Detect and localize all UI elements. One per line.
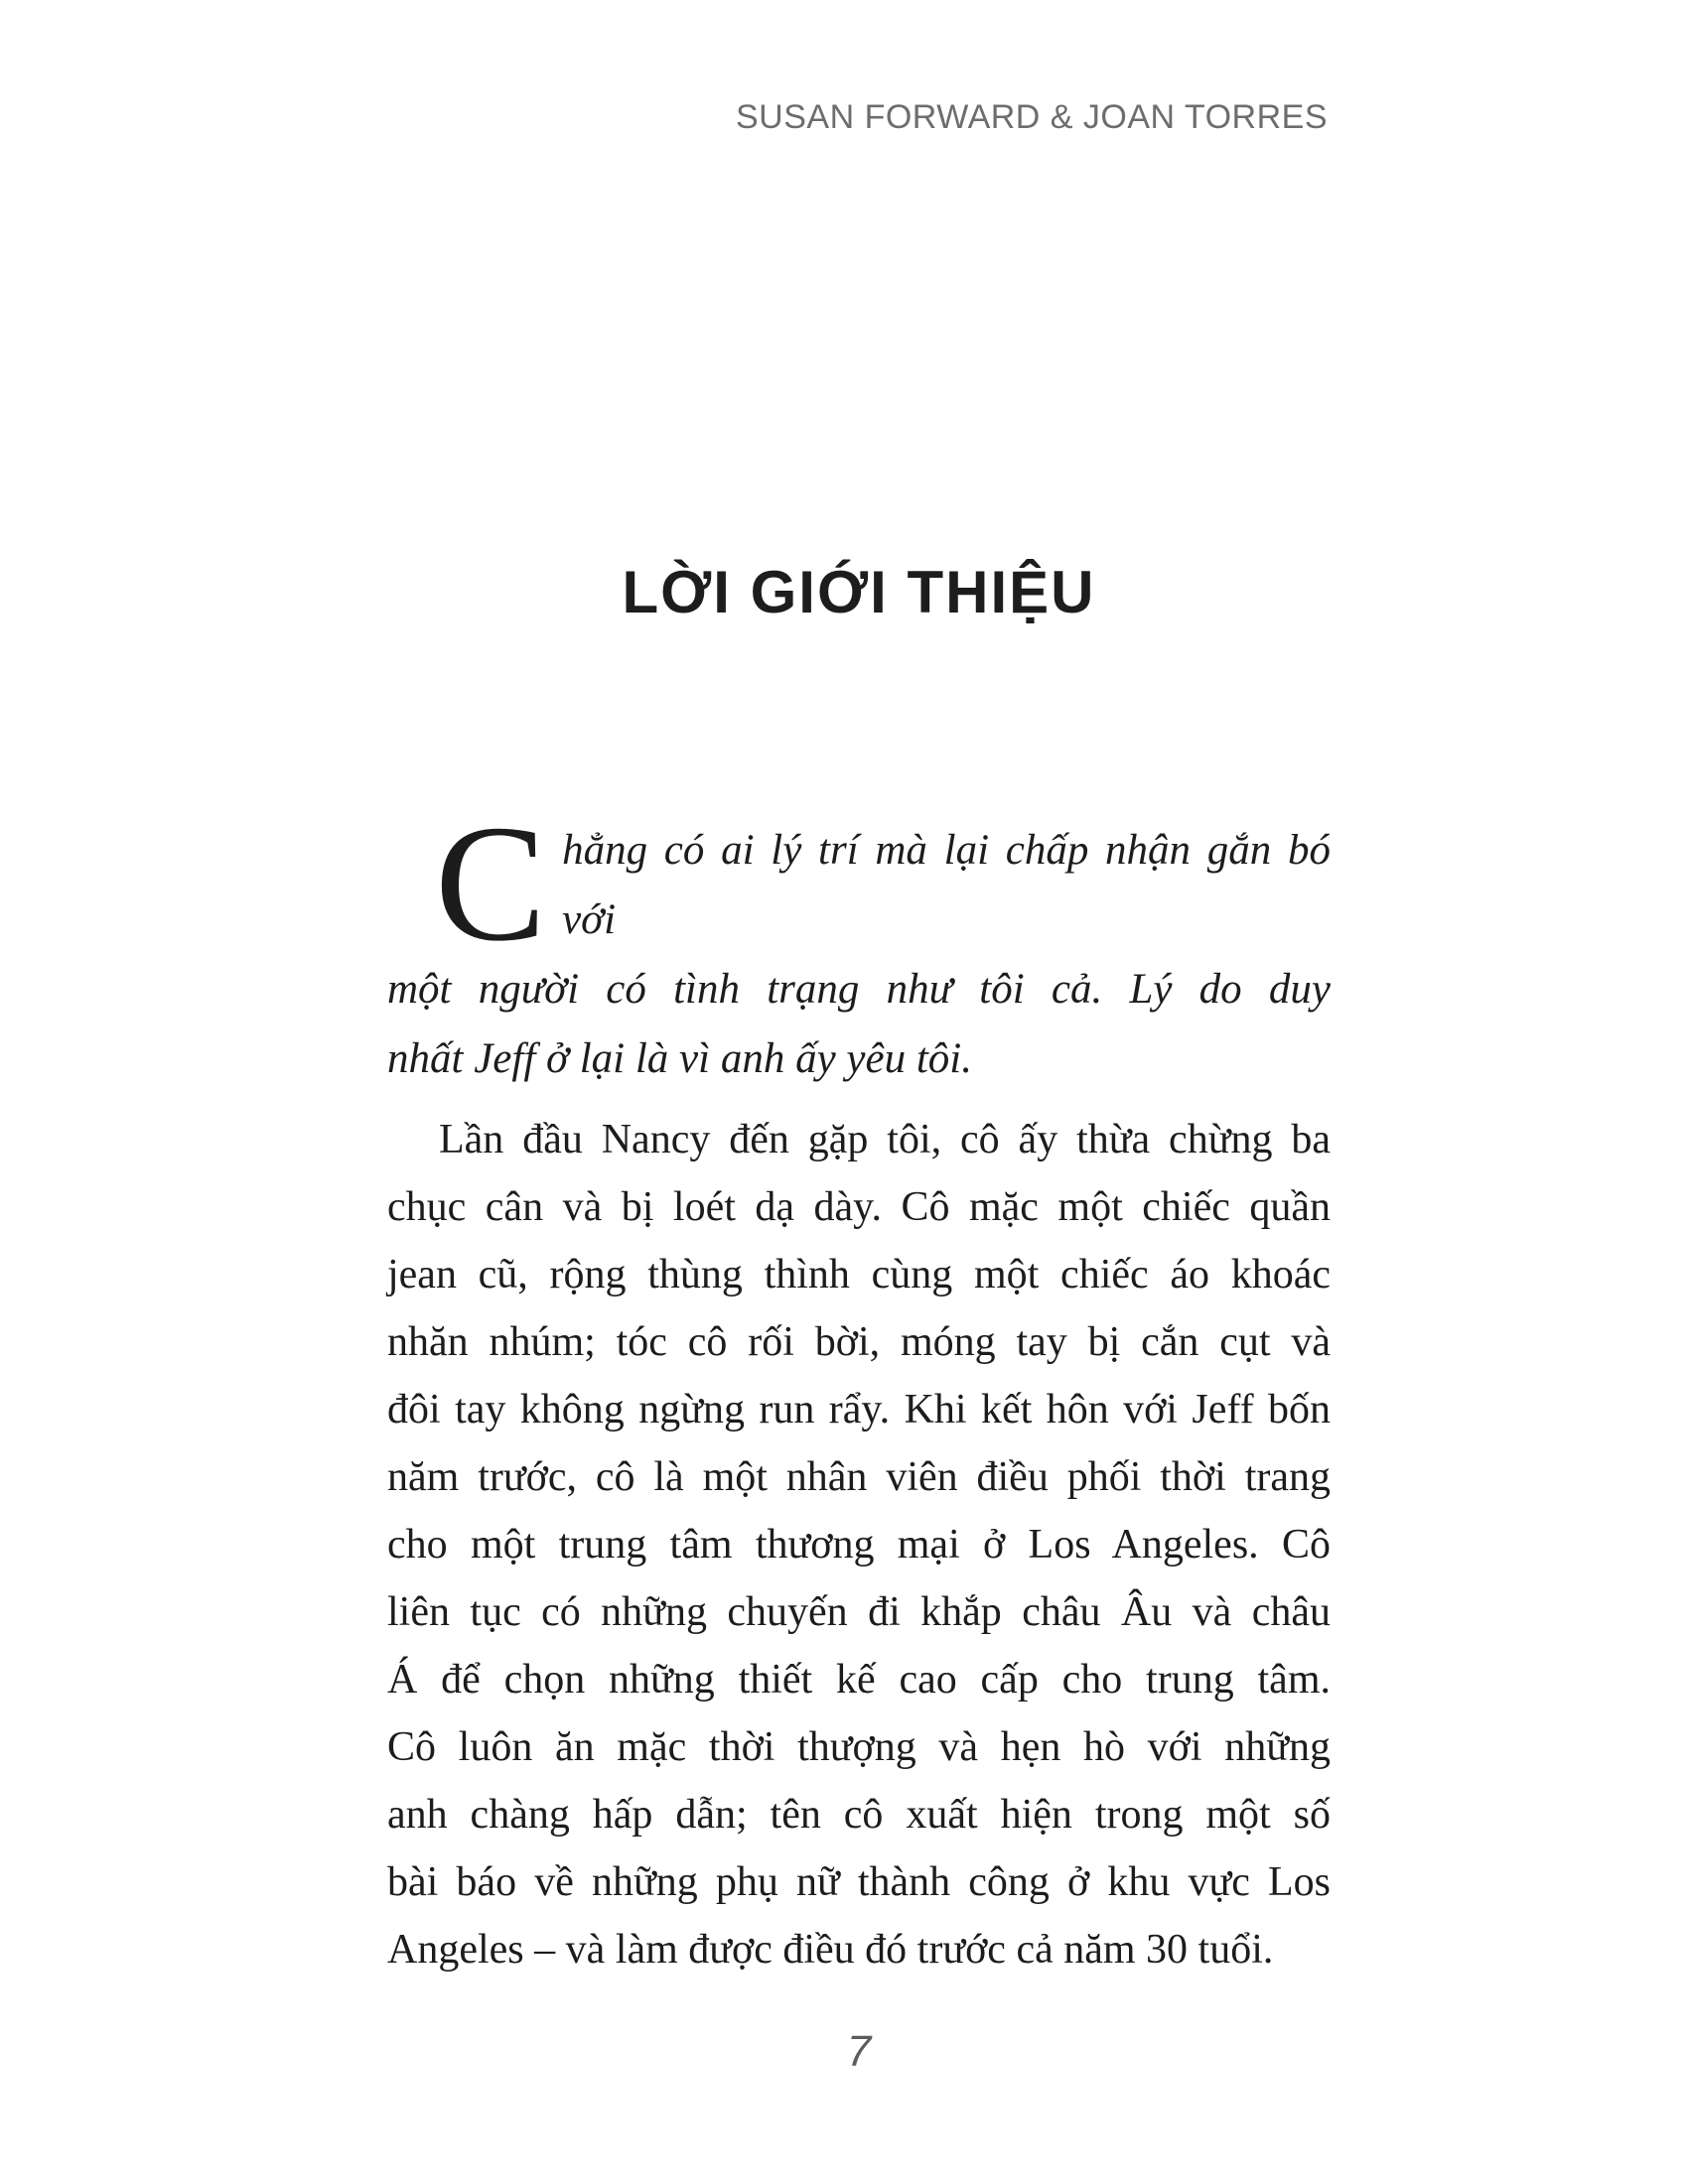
opening-quote: [387, 791, 1331, 1094]
chapter-title: LỜI GIỚI THIỆU: [622, 559, 1096, 626]
quote-line: hẳng có ai lý trí mà lại chấp nhận gắn bó với: [562, 827, 1331, 943]
body-line: Lần đầu Nancy đến gặp tôi, cô ấy thừa chừng ba: [439, 1117, 1331, 1162]
body-line: Angeles – và làm được điều đó trước cả năm 30 tuổi.: [387, 1927, 1274, 1973]
body-line: cho một trung tâm thương mại ở Los Angeles. Cô: [387, 1522, 1331, 1568]
body-line: đôi tay không ngừng run rẩy. Khi kết hôn với Jeff bốn: [387, 1387, 1331, 1433]
drop-cap: C: [435, 791, 547, 976]
body-line: Cô luôn ăn mặc thời thượng và hẹn hò với những: [387, 1724, 1331, 1770]
body-line: năm trước, cô là một nhân viên điều phối thời trang: [387, 1454, 1331, 1500]
body-line: jean cũ, rộng thùng thình cùng một chiếc áo khoác: [387, 1252, 1331, 1297]
page-number: 7: [846, 2027, 872, 2076]
body-line: anh chàng hấp dẫn; tên cô xuất hiện trong một số: [387, 1792, 1331, 1838]
running-header: SUSAN FORWARD & JOAN TORRES: [736, 98, 1328, 136]
body-line: Á để chọn những thiết kế cao cấp cho trung tâm.: [387, 1657, 1331, 1703]
text-column: [387, 791, 1331, 1983]
body-line: nhăn nhúm; tóc cô rối bời, móng tay bị cắn cụt và: [387, 1319, 1331, 1365]
quote-line: một người có tình trạng như tôi cả. Lý do duy: [387, 966, 1331, 1013]
body-line: chục cân và bị loét dạ dày. Cô mặc một chiếc quần: [387, 1184, 1331, 1230]
quote-line: nhất Jeff ở lại là vì anh ấy yêu tôi.: [387, 1035, 972, 1082]
body-paragraph: [387, 1106, 1331, 1983]
body-line: bài báo về những phụ nữ thành công ở khu vực Los: [387, 1859, 1331, 1905]
body-line: liên tục có những chuyến đi khắp châu Âu và châu: [387, 1589, 1331, 1635]
